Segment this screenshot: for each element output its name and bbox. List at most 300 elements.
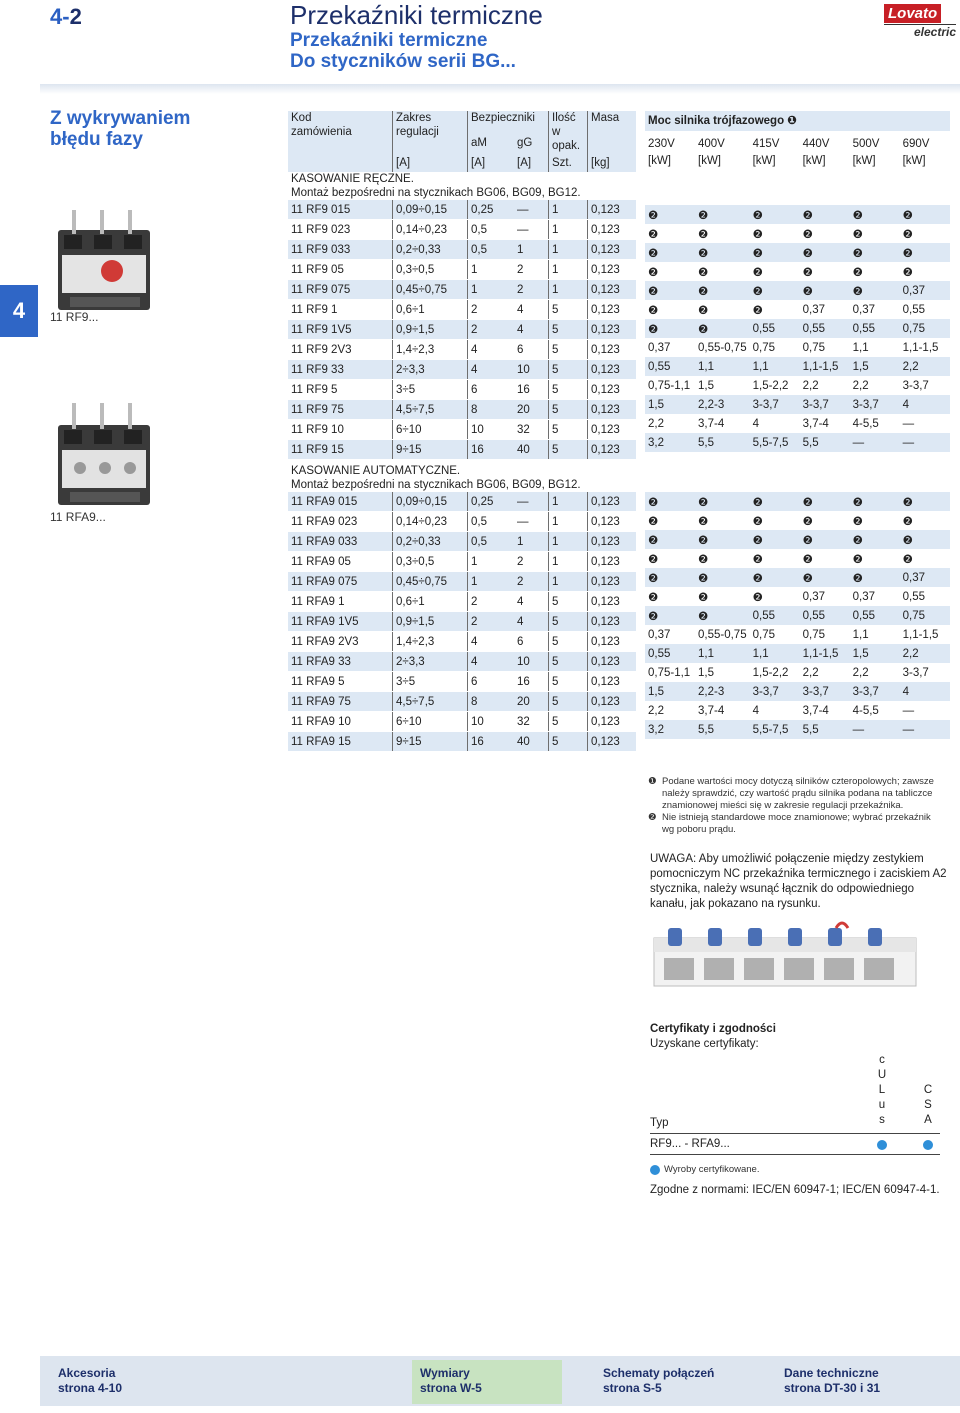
power-row: [645, 395, 950, 414]
power-cell: ❷: [752, 285, 763, 298]
power-cell: ❷: [648, 572, 659, 585]
section-auto-mount: Montaż bezpośredni na stycznikach BG06, BG09, BG12.: [291, 479, 581, 491]
power-cell: —: [852, 436, 865, 449]
power-cell: ❷: [902, 515, 913, 528]
gg-cell: 20: [514, 692, 549, 712]
note-2-line: Nie istnieją standardowe moce znamionowe; wybrać przekaźnik: [662, 812, 931, 823]
cert-csa-letters: [922, 1083, 934, 1128]
footer-link-akcesoria[interactable]: [50, 1360, 250, 1404]
power-cell: ❷: [852, 553, 863, 566]
qty-cell: 1: [549, 532, 588, 552]
table-row: [288, 320, 636, 340]
power-voltage-row: [645, 131, 950, 151]
gg-cell: 40: [514, 440, 549, 460]
table-row: [288, 532, 636, 552]
rows-manual: [288, 200, 636, 460]
table-row: [288, 632, 636, 652]
power-row: [645, 720, 950, 739]
power-cell: ❷: [852, 515, 863, 528]
header-divider: [40, 84, 960, 94]
power-cell: 5,5-7,5: [752, 723, 789, 736]
power-row: [645, 338, 950, 357]
subtitle-line2: Do styczników serii BG...: [290, 51, 516, 72]
range-cell: 0,14÷0,23: [393, 220, 468, 240]
mass-cell: 0,123: [588, 712, 637, 732]
power-table: [645, 111, 950, 739]
table-row: [288, 420, 636, 440]
cert-title: Certyfikaty i zgodności: [650, 1023, 776, 1035]
am-cell: 4: [468, 360, 515, 380]
range-cell: 9÷15: [393, 440, 468, 460]
power-cell: ❷: [902, 247, 913, 260]
am-cell: 0,5: [468, 532, 515, 552]
code-cell: 11 RF9 1V5: [288, 320, 393, 340]
cul-letter: u: [878, 1099, 886, 1111]
power-cell: ❷: [648, 553, 659, 566]
code-cell: 11 RF9 033: [288, 240, 393, 260]
mass-cell: 0,123: [588, 592, 637, 612]
power-row: [645, 319, 950, 338]
table-row: [288, 440, 636, 460]
am-cell: 4: [468, 340, 515, 360]
power-cell: 3,7-4: [802, 704, 829, 717]
mass-cell: 0,123: [588, 220, 637, 240]
power-row: [645, 376, 950, 395]
power-cell: 0,75: [802, 341, 825, 354]
power-cell: ❷: [752, 515, 763, 528]
range-cell: 0,2÷0,33: [393, 240, 468, 260]
power-cell: ❷: [698, 247, 709, 260]
power-rows-auto: [645, 492, 950, 739]
power-cell: —: [902, 436, 915, 449]
am-cell: 0,5: [468, 512, 515, 532]
power-cell: 1,5: [852, 647, 869, 660]
power-cell: ❷: [752, 209, 763, 222]
unit-kw: [kW]: [852, 154, 876, 167]
header-qty-line1: Ilość: [552, 112, 576, 124]
power-cell: 3,7-4: [802, 417, 829, 430]
table-row: [288, 672, 636, 692]
note-1-text: [662, 776, 934, 812]
note-1-block: [648, 776, 948, 812]
power-cell: 3,2: [648, 723, 664, 736]
range-cell: 0,09÷0,15: [393, 200, 468, 220]
power-cell: ❷: [902, 266, 913, 279]
code-cell: 11 RF9 023: [288, 220, 393, 240]
footer-link-page: strona S-5: [603, 1381, 662, 1395]
power-cell: 1,5-2,2: [752, 666, 789, 679]
note-2-mark: ❷: [648, 812, 657, 823]
footer-link-title: Akcesoria: [58, 1366, 116, 1380]
section-auto-title: KASOWANIE AUTOMATYCZNE.: [291, 465, 461, 477]
range-cell: 2÷3,3: [393, 652, 468, 672]
power-cell: ❷: [852, 228, 863, 241]
power-cell: ❷: [852, 496, 863, 509]
range-cell: 0,09÷0,15: [393, 492, 468, 512]
cert-divider-2: [650, 1154, 940, 1155]
power-cell: ❷: [648, 496, 659, 509]
power-cell: 0,75: [802, 628, 825, 641]
power-cell: 1,1: [752, 360, 769, 373]
table-units-row: [288, 153, 636, 172]
uwaga-line: pomocniczym NC przekaźnika termicznego i zaciskiem A2: [650, 868, 947, 880]
note-1-line: Podane wartości mocy dotyczą silników czteropolowych; zawsze: [662, 776, 934, 787]
gg-cell: 1: [514, 240, 549, 260]
table-row: [288, 380, 636, 400]
power-cell: 5,5-7,5: [752, 436, 789, 449]
page-number-suffix: 2: [69, 4, 82, 29]
power-cell: ❷: [752, 591, 763, 604]
mass-cell: 0,123: [588, 420, 637, 440]
qty-cell: 5: [549, 420, 588, 440]
power-cell: ❷: [752, 572, 763, 585]
power-cell: 0,75: [902, 609, 925, 622]
power-cell: 4: [752, 704, 760, 717]
mass-cell: 0,123: [588, 572, 637, 592]
power-row: [645, 205, 950, 224]
header-range-line1: Zakres: [396, 112, 432, 124]
power-cell: 0,37: [802, 590, 825, 603]
note-1-line: znamionowej mieści się w zakresie regulacji przekaźnika.: [662, 800, 904, 811]
power-cell: 4: [902, 685, 910, 698]
qty-cell: 1: [549, 552, 588, 572]
power-cell: ❷: [698, 228, 709, 241]
cert-type-label: Typ: [650, 1117, 669, 1129]
mass-cell: 0,123: [588, 692, 637, 712]
note-1-mark: ❶: [648, 776, 657, 787]
mass-cell: 0,123: [588, 440, 637, 460]
qty-cell: 5: [549, 592, 588, 612]
mass-cell: 0,123: [588, 632, 637, 652]
power-row: [645, 549, 950, 568]
note-1-line: należy sprawdzić, czy wartość prądu silnika podana na tabliczce: [662, 788, 933, 799]
csa-letter: S: [924, 1099, 932, 1111]
power-cell: ❷: [852, 266, 863, 279]
gg-cell: 16: [514, 672, 549, 692]
mass-cell: 0,123: [588, 400, 637, 420]
power-cell: ❷: [648, 247, 659, 260]
unit-kw: [kW]: [802, 154, 826, 167]
table-row: [288, 712, 636, 732]
range-cell: 0,45÷0,75: [393, 280, 468, 300]
mass-cell: 0,123: [588, 612, 637, 632]
qty-cell: 5: [549, 380, 588, 400]
am-cell: 2: [468, 320, 515, 340]
power-cell: ❷: [852, 247, 863, 260]
power-cell: ❷: [698, 209, 709, 222]
table-row: [288, 552, 636, 572]
mass-cell: 0,123: [588, 552, 637, 572]
am-cell: 4: [468, 652, 515, 672]
unit-am: [A]: [468, 153, 515, 172]
power-cell: 3,7-4: [698, 704, 725, 717]
power-cell: 1,1-1,5: [902, 341, 939, 354]
qty-cell: 5: [549, 400, 588, 420]
gg-cell: —: [514, 200, 549, 220]
power-cell: 2,2: [648, 704, 664, 717]
am-cell: 0,5: [468, 240, 515, 260]
gg-cell: 10: [514, 360, 549, 380]
header-am: aM: [468, 132, 515, 153]
csa-letter: A: [924, 1114, 932, 1126]
unit-kw: [kW]: [698, 154, 721, 167]
range-cell: 0,6÷1: [393, 300, 468, 320]
power-cell: ❷: [752, 553, 763, 566]
power-cell: ❷: [752, 266, 763, 279]
power-cell: 3-3,7: [752, 398, 779, 411]
power-cell: 0,75: [752, 628, 775, 641]
am-cell: 0,25: [468, 492, 515, 512]
power-cell: —: [852, 723, 865, 736]
power-cell: ❷: [752, 304, 763, 317]
am-cell: 0,5: [468, 220, 515, 240]
range-cell: 4,5÷7,5: [393, 692, 468, 712]
power-cell: 5,5: [802, 436, 819, 449]
power-row: [645, 701, 950, 720]
power-cell: ❷: [698, 266, 709, 279]
power-cell: ❷: [802, 553, 813, 566]
table-row: [288, 492, 636, 512]
power-cell: ❷: [802, 496, 813, 509]
power-cell: 0,55: [852, 609, 875, 622]
header-code-line2: zamówienia: [291, 126, 352, 138]
power-row: [645, 300, 950, 319]
power-cell: 3-3,7: [802, 398, 829, 411]
qty-cell: 5: [549, 632, 588, 652]
mass-cell: 0,123: [588, 200, 637, 220]
power-cell: 0,75: [752, 341, 775, 354]
power-cell: ❷: [648, 610, 659, 623]
table-row: [288, 692, 636, 712]
power-cell: 0,55: [802, 322, 825, 335]
footer-link-dane[interactable]: [776, 1360, 956, 1404]
am-cell: 1: [468, 572, 515, 592]
footer-link-page: strona W-5: [420, 1381, 482, 1395]
power-cell: 1,1: [698, 647, 714, 660]
power-row: [645, 663, 950, 682]
mass-cell: 0,123: [588, 320, 637, 340]
code-cell: 11 RF9 2V3: [288, 340, 393, 360]
code-cell: 11 RF9 10: [288, 420, 393, 440]
footer-link-title: Wymiary: [420, 1366, 470, 1380]
unit-mass: [kg]: [588, 153, 637, 172]
power-cell: ❷: [852, 285, 863, 298]
connector-diagram: [650, 918, 920, 990]
table-row: [288, 612, 636, 632]
am-cell: 2: [468, 612, 515, 632]
table-row: [288, 512, 636, 532]
power-cell: 2,2: [802, 666, 819, 679]
range-cell: 3÷5: [393, 672, 468, 692]
power-cell: 1,1: [852, 341, 869, 354]
power-cell: —: [902, 723, 915, 736]
table-row: [288, 592, 636, 612]
power-cell: 5,5: [698, 723, 714, 736]
footer-link-wymiary[interactable]: [412, 1360, 562, 1404]
power-cell: —: [902, 704, 915, 717]
power-cell: —: [902, 417, 915, 430]
power-cell: 1,1: [852, 628, 869, 641]
power-cell: 4: [752, 417, 760, 430]
gg-cell: 6: [514, 340, 549, 360]
power-row: [645, 625, 950, 644]
uwaga-note: [650, 852, 950, 912]
am-cell: 1: [468, 552, 515, 572]
power-cell: ❷: [902, 553, 913, 566]
header-mass: Masa: [588, 111, 637, 153]
power-cell: ❷: [802, 228, 813, 241]
footer-link-title: Dane techniczne: [784, 1366, 879, 1380]
mass-cell: 0,123: [588, 732, 637, 752]
table-row: [288, 340, 636, 360]
power-cell: 0,55: [902, 590, 925, 603]
mass-cell: 0,123: [588, 672, 637, 692]
subtitle-line1: Przekaźniki termiczne: [290, 30, 488, 51]
unit-kw: [kW]: [752, 154, 776, 167]
range-cell: 2÷3,3: [393, 360, 468, 380]
table-row: [288, 572, 636, 592]
certifications: [650, 1022, 950, 1052]
power-title: Moc silnika trójfazowego ❶: [645, 111, 950, 131]
gg-cell: 40: [514, 732, 549, 752]
power-row: [645, 530, 950, 549]
relay-rfa9-photo: [50, 400, 160, 508]
power-cell: 1,5: [648, 398, 664, 411]
power-cell: 1,1-1,5: [802, 360, 839, 373]
power-cell: 0,37: [902, 571, 925, 584]
power-cell: ❷: [852, 209, 863, 222]
csa-letter: C: [923, 1084, 933, 1096]
gg-cell: 2: [514, 552, 549, 572]
power-cell: ❷: [648, 266, 659, 279]
power-cell: 1,1-1,5: [902, 628, 939, 641]
code-cell: 11 RF9 015: [288, 200, 393, 220]
note-2-line: wg poboru prądu.: [662, 824, 736, 835]
gg-cell: —: [514, 512, 549, 532]
footer-link-title: Schematy połączeń: [603, 1366, 715, 1380]
gg-cell: 2: [514, 572, 549, 592]
power-row: [645, 414, 950, 433]
unit-kw: [kW]: [902, 154, 926, 167]
power-spacer-2: [645, 452, 950, 492]
power-cell: 1,1-1,5: [802, 647, 839, 660]
table-row: [288, 240, 636, 260]
power-cell: ❷: [852, 572, 863, 585]
range-cell: 1,4÷2,3: [393, 632, 468, 652]
footer-link-page: strona DT-30 i 31: [784, 1381, 881, 1395]
qty-cell: 5: [549, 320, 588, 340]
code-cell: 11 RF9 15: [288, 440, 393, 460]
power-cell: 3-3,7: [802, 685, 829, 698]
cert-subtitle: Uzyskane certyfikaty:: [650, 1038, 759, 1050]
power-cell: 3-3,7: [902, 379, 929, 392]
power-cell: ❷: [698, 534, 709, 547]
power-cell: 0,75-1,1: [648, 379, 691, 392]
power-cell: ❷: [752, 247, 763, 260]
power-cell: 0,37: [648, 341, 671, 354]
mass-cell: 0,123: [588, 652, 637, 672]
power-cell: ❷: [648, 534, 659, 547]
power-cell: 3-3,7: [752, 685, 779, 698]
power-cell: 0,55: [752, 609, 775, 622]
table-header-row1: [288, 111, 636, 132]
uwaga-line: stycznika, należy wsunąć łącznik do odpowiedniego: [650, 883, 915, 895]
power-cell: 0,37: [902, 284, 925, 297]
table-row: [288, 400, 636, 420]
gg-cell: 2: [514, 260, 549, 280]
am-cell: 2: [468, 300, 515, 320]
range-cell: 6÷10: [393, 712, 468, 732]
power-cell: 1,5-2,2: [752, 379, 789, 392]
table-row: [288, 220, 636, 240]
power-row: [645, 511, 950, 530]
power-cell: 4-5,5: [852, 417, 879, 430]
power-cell: ❷: [752, 496, 763, 509]
qty-cell: 1: [549, 280, 588, 300]
code-cell: 11 RFA9 1V5: [288, 612, 393, 632]
qty-cell: 1: [549, 260, 588, 280]
code-cell: 11 RFA9 33: [288, 652, 393, 672]
power-cell: ❷: [698, 591, 709, 604]
gg-cell: —: [514, 220, 549, 240]
power-cell: 0,55: [852, 322, 875, 335]
cert-type-value: RF9... - RFA9...: [650, 1138, 730, 1150]
gg-cell: 2: [514, 280, 549, 300]
code-cell: 11 RFA9 05: [288, 552, 393, 572]
voltage-415: 415V: [752, 138, 780, 150]
power-cell: ❷: [902, 228, 913, 241]
cul-letter: L: [878, 1084, 886, 1096]
power-row: [645, 492, 950, 511]
photo-label-rf9: 11 RF9...: [50, 310, 99, 324]
footer-link-schematy[interactable]: [595, 1360, 765, 1404]
power-cell: ❷: [698, 553, 709, 566]
qty-cell: 5: [549, 672, 588, 692]
voltage-440: 440V: [802, 138, 830, 150]
chapter-tab: 4: [0, 285, 38, 337]
code-cell: 11 RF9 75: [288, 400, 393, 420]
power-cell: 0,55: [752, 322, 775, 335]
range-cell: 0,2÷0,33: [393, 532, 468, 552]
power-cell: ❷: [698, 572, 709, 585]
gg-cell: 1: [514, 532, 549, 552]
qty-cell: 1: [549, 240, 588, 260]
header-range: [393, 111, 468, 153]
qty-cell: 5: [549, 612, 588, 632]
lovato-logo: [884, 4, 956, 39]
code-cell: 11 RFA9 033: [288, 532, 393, 552]
qty-cell: 5: [549, 300, 588, 320]
table-row: [288, 360, 636, 380]
power-cell: ❷: [852, 534, 863, 547]
am-cell: 16: [468, 732, 515, 752]
note-2-block: [648, 812, 948, 836]
header-range-line2: regulacji: [396, 126, 439, 138]
gg-cell: 16: [514, 380, 549, 400]
power-title-row: [645, 111, 950, 131]
power-cell: 1,1: [698, 360, 714, 373]
uwaga-line: UWAGA: Aby umożliwić połączenie między zestykiem: [650, 853, 924, 865]
mass-cell: 0,123: [588, 300, 637, 320]
power-cell: 3,7-4: [698, 417, 725, 430]
power-cell: ❷: [698, 304, 709, 317]
cert-legend: Wyroby certyfikowane.: [664, 1164, 760, 1175]
am-cell: 16: [468, 440, 515, 460]
logo-sub: electric: [884, 24, 956, 39]
relay-rf9-photo: [50, 205, 160, 315]
cert-standards: Zgodne z normami: IEC/EN 60947-1; IEC/EN 60947-4-1.: [650, 1184, 940, 1196]
power-cell: ❷: [648, 323, 659, 336]
